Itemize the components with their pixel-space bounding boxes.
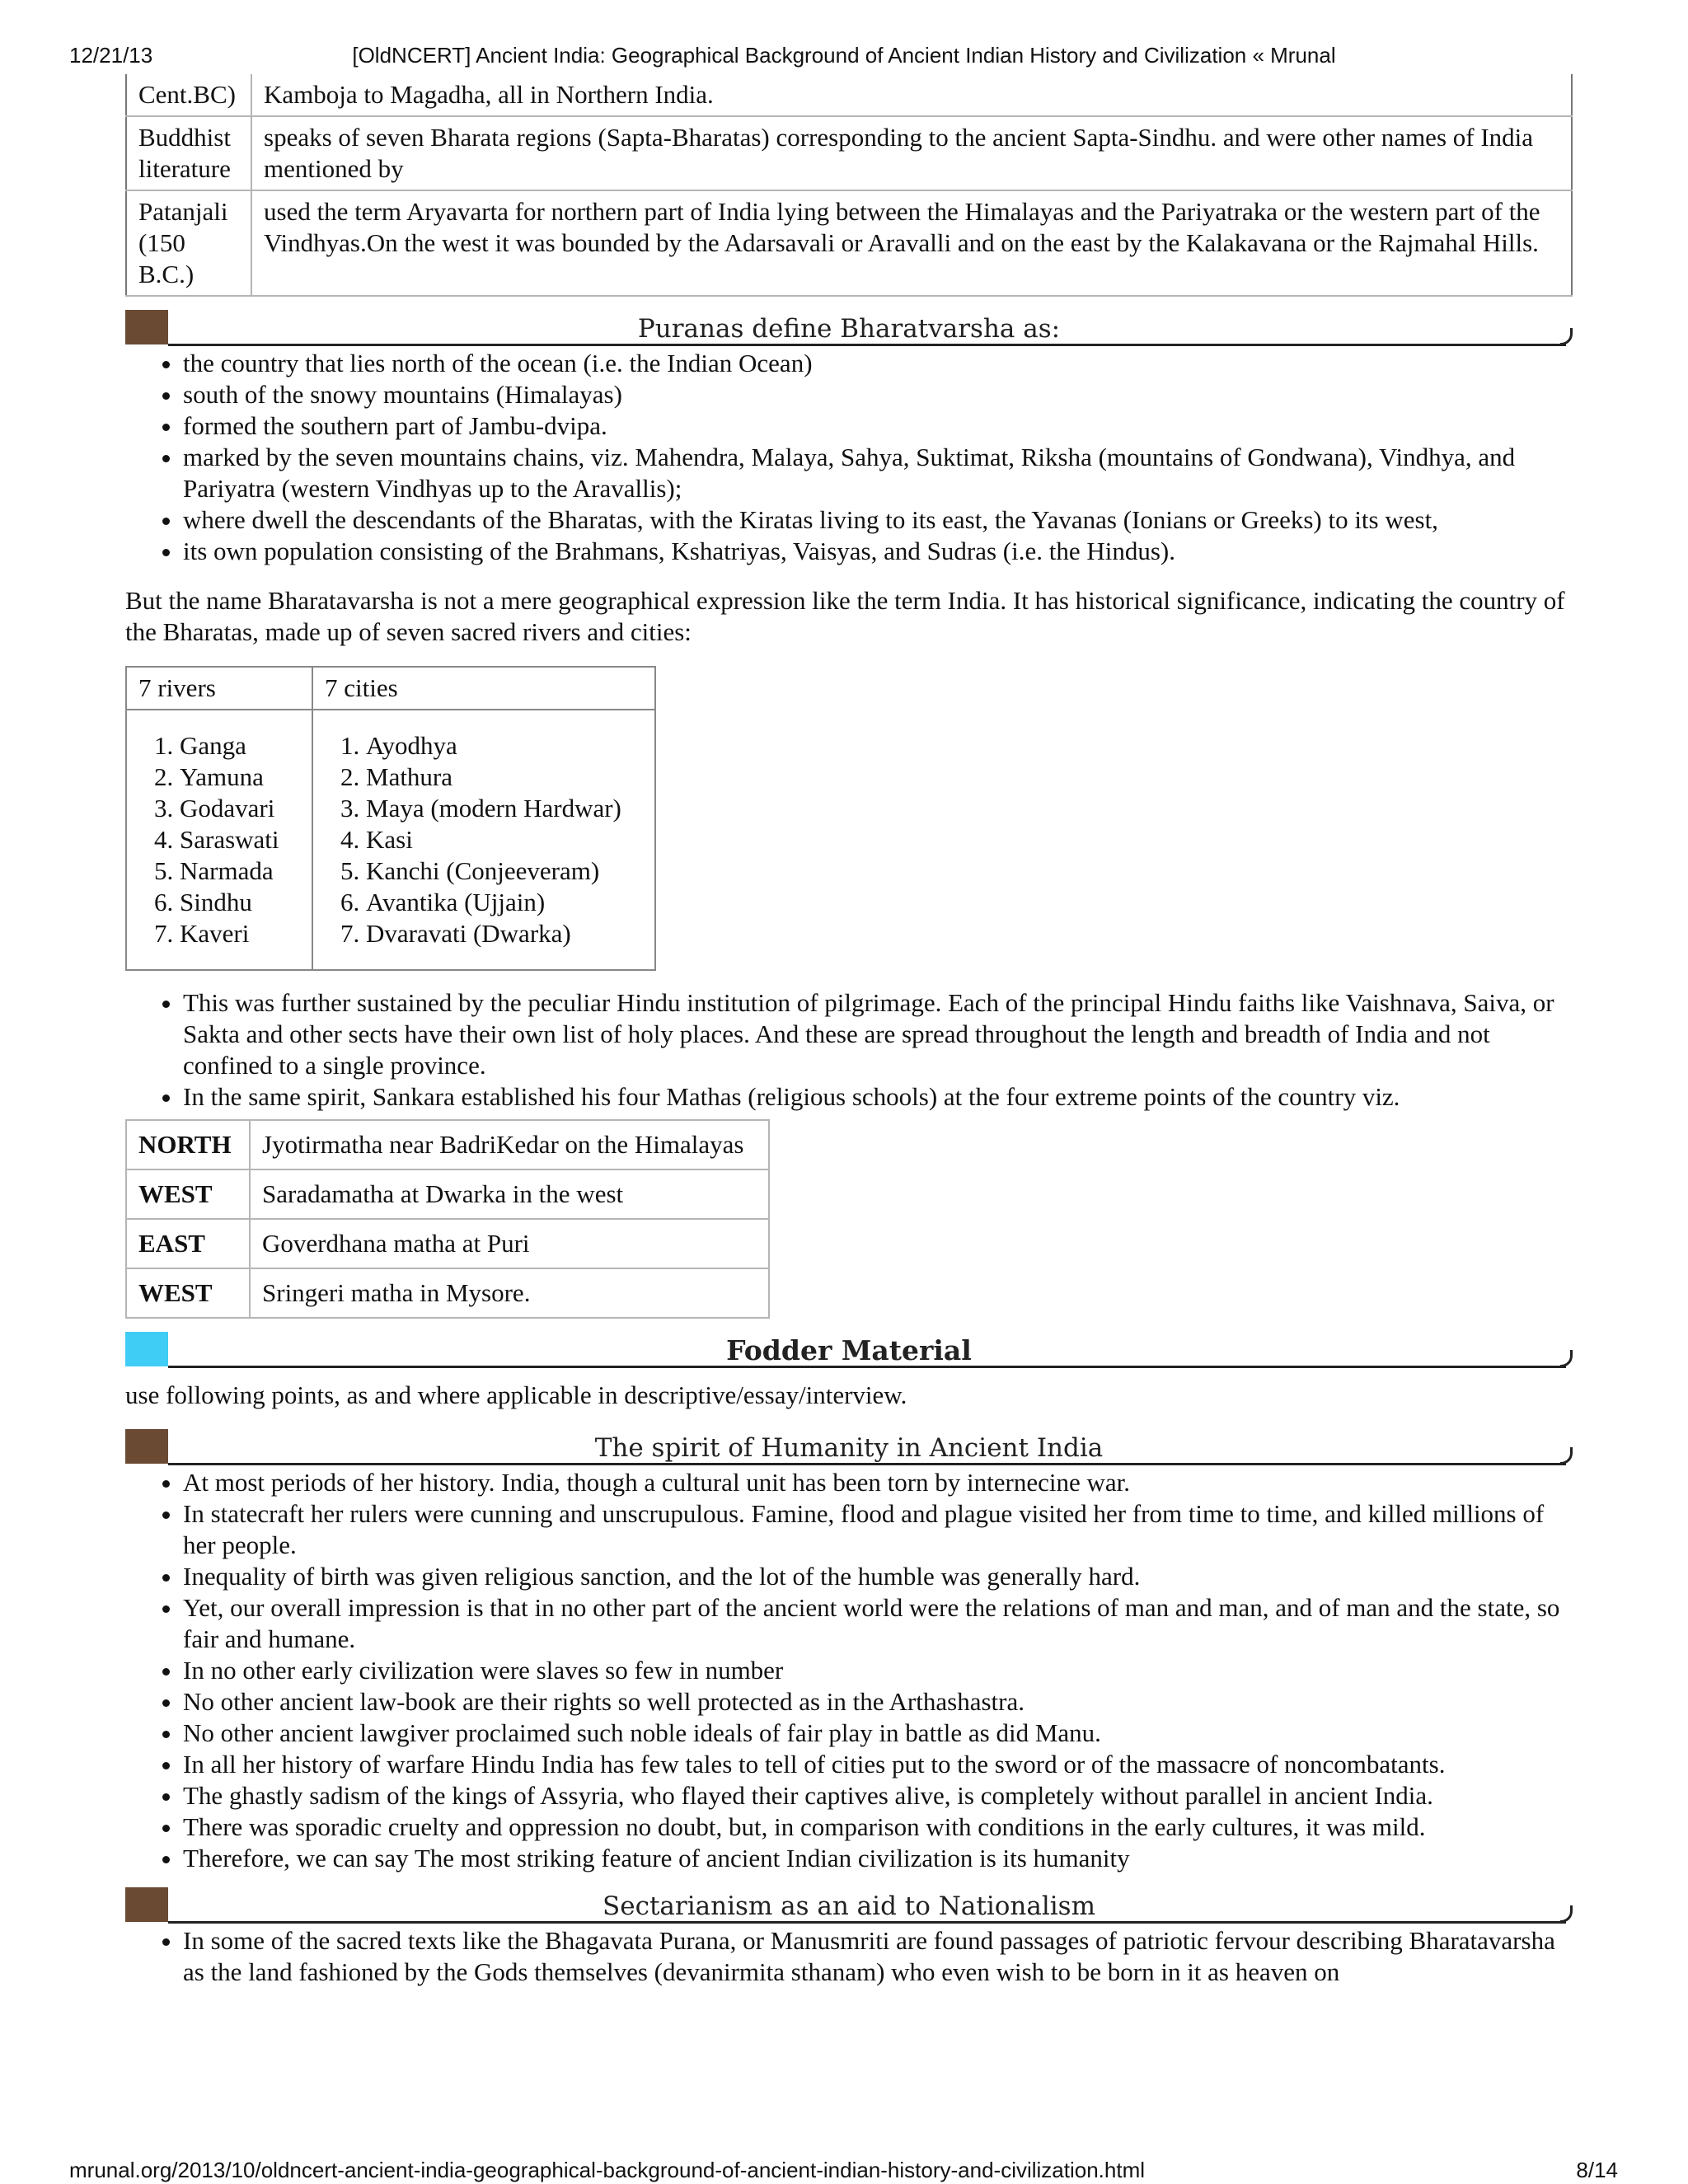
section-heading-fodder	[125, 1327, 1573, 1370]
city-item: 1. Ayodhya	[366, 730, 643, 762]
list-item: • where dwell the descendants of the Bharatas, with the Kiratas living to its east, the Yavanas (Ionians or Greeks) to its west,	[183, 504, 1573, 536]
table-row	[126, 116, 1572, 190]
definition-cell: Kamboja to Magadha, all in Northern India.	[251, 74, 1572, 116]
definition-cell: speaks of seven Bharata regions (Sapta-Bharatas) corresponding to the ancient Sapta-Sindhu. and were other names of India mentioned by	[251, 116, 1572, 190]
mathas-table	[125, 1119, 770, 1319]
list-item: • its own population consisting of the Brahmans, Kshatriyas, Vaisyas, and Sudras (i.e. the Hindus).	[183, 536, 1573, 567]
page-url: mrunal.org/2013/10/oldncert-ancient-india-geographical-background-of-ancient-indian-history-and-civilization.html	[69, 2158, 1146, 2182]
direction-cell: WEST	[126, 1169, 250, 1219]
list-item: • No other ancient law-book are their rights so well protected as in the Arthashastra.	[183, 1686, 1573, 1718]
list-item: • Yet, our overall impression is that in no other part of the ancient world were the relations of man and man, and of man and the state, so fair and humane.	[183, 1592, 1573, 1655]
list-item: • In some of the sacred texts like the Bhagavata Purana, or Manusmriti are found passages of patriotic fervour describing Bharatavarsha as the land fashioned by the Gods themselves (devanirmita sthanam) who even wish to be born in it as heaven on	[183, 1925, 1573, 1988]
list-item: • marked by the seven mountains chains, viz. Mahendra, Malaya, Sahya, Suktimat, Riksha (mountains of Gondwana), Vindhya, and Pariyatra (western Vindhyas up to the Aravallis);	[183, 442, 1573, 504]
cities-header: 7 cities	[312, 667, 655, 710]
direction-cell: EAST	[126, 1219, 250, 1268]
list-item: • The ghastly sadism of the kings of Assyria, who flayed their captives alive, is completely without parallel in ancient India.	[183, 1780, 1573, 1811]
pilgrimage-list	[125, 987, 1573, 1113]
table-header-row	[126, 667, 655, 710]
print-date: 12/21/13	[69, 43, 153, 68]
list-item: • At most periods of her history. India, though a cultural unit has been torn by internecine war.	[183, 1467, 1573, 1498]
city-item: 3. Maya (modern Hardwar)	[366, 793, 643, 824]
list-item: • the country that lies north of the ocean (i.e. the Indian Ocean)	[183, 348, 1573, 379]
rivers-list	[138, 730, 300, 949]
sectarianism-list	[125, 1925, 1573, 1988]
fodder-intro: use following points, as and where applicable in descriptive/essay/interview.	[125, 1380, 907, 1409]
section-heading-humanity	[125, 1424, 1573, 1467]
river-item: 4. Saraswati	[180, 824, 300, 855]
page-number: 8/14	[1576, 2158, 1618, 2182]
definition-cell: used the term Aryavarta for northern part of India lying between the Himalayas and the Pariyatraka or the western part of the Vindhyas.On the west it was bounded by the Adarsavali or Aravalli and on the east by the Kalakavana or the Rajmahal Hills.	[251, 190, 1572, 296]
article-content	[125, 74, 1573, 1988]
matha-cell: Goverdhana matha at Puri	[250, 1219, 769, 1268]
list-item: • In the same spirit, Sankara established his four Mathas (religious schools) at the four extreme points of the country viz.	[183, 1081, 1573, 1113]
matha-cell: Saradamatha at Dwarka in the west	[250, 1169, 769, 1219]
table-row	[126, 1219, 769, 1268]
river-item: 5. Narmada	[180, 855, 300, 887]
list-item: • In all her history of warfare Hindu India has few tales to tell of cities put to the sword or of the massacre of noncombatants.	[183, 1749, 1573, 1780]
table-row	[126, 74, 1572, 116]
source-cell: Buddhist literature	[126, 116, 251, 190]
matha-cell: Jyotirmatha near BadriKedar on the Himalayas	[250, 1120, 769, 1169]
list-item: • In statecraft her rulers were cunning and unscrupulous. Famine, flood and plague visited her from time to time, and killed millions of her people.	[183, 1498, 1573, 1561]
source-cell: Cent.BC)	[126, 74, 251, 116]
table-row	[126, 1120, 769, 1169]
section-title: The spirit of Humanity in Ancient India	[594, 1433, 1104, 1463]
print-header	[0, 43, 1688, 73]
cities-list	[325, 730, 643, 949]
source-cell: Patanjali (150 B.C.)	[126, 190, 251, 296]
list-item: • This was further sustained by the peculiar Hindu institution of pilgrimage. Each of the principal Hindu faiths like Vaishnava, Saiva, or Sakta and other sects have their own list of holy places. And these are spread throughout the length and breadth of India and not confined to a single province.	[183, 987, 1573, 1081]
river-item: 1. Ganga	[180, 730, 300, 762]
city-item: 6. Avantika (Ujjain)	[366, 887, 643, 918]
river-item: 7. Kaveri	[180, 918, 300, 949]
section-heading-puranas	[125, 305, 1573, 348]
table-row	[126, 1169, 769, 1219]
list-item: • formed the southern part of Jambu-dvipa.	[183, 410, 1573, 442]
river-item: 3. Godavari	[180, 793, 300, 824]
city-item: 4. Kasi	[366, 824, 643, 855]
rivers-cell	[126, 710, 312, 970]
list-item: • Therefore, we can say The most striking feature of ancient Indian civilization is its humanity	[183, 1843, 1573, 1874]
list-item: • In no other early civilization were slaves so few in number	[183, 1655, 1573, 1686]
table-row	[126, 190, 1572, 296]
section-heading-sectarianism	[125, 1882, 1573, 1925]
list-item: • There was sporadic cruelty and oppression no doubt, but, in comparison with conditions in the early cultures, it was mild.	[183, 1811, 1573, 1843]
list-item: • Inequality of birth was given religious sanction, and the lot of the humble was generally hard.	[183, 1561, 1573, 1592]
city-item: 5. Kanchi (Conjeeveram)	[366, 855, 643, 887]
direction-cell: NORTH	[126, 1120, 250, 1169]
section-title: Puranas define Bharatvarsha as:	[637, 314, 1061, 344]
rivers-header: 7 rivers	[126, 667, 312, 710]
bharatavarsha-paragraph: But the name Bharatavarsha is not a mere geographical expression like the term India. It has historical significance, indicating the country of the Bharatas, made up of seven sacred rivers and cities:	[125, 586, 1565, 646]
river-item: 2. Yamuna	[180, 762, 300, 793]
print-footer	[0, 2158, 1688, 2184]
matha-cell: Sringeri matha in Mysore.	[250, 1268, 769, 1318]
humanity-list	[125, 1467, 1573, 1874]
rivers-cities-table	[125, 666, 656, 971]
table-row	[126, 1268, 769, 1318]
table-row	[126, 710, 655, 970]
puranas-list	[125, 348, 1573, 567]
section-title: Fodder Material	[726, 1334, 972, 1366]
direction-cell: WEST	[126, 1268, 250, 1318]
list-item: • No other ancient lawgiver proclaimed such noble ideals of fair play in battle as did Manu.	[183, 1718, 1573, 1749]
list-item: • south of the snowy mountains (Himalayas)	[183, 379, 1573, 410]
definitions-table	[125, 74, 1573, 297]
section-title: Sectarianism as an aid to Nationalism	[603, 1891, 1095, 1921]
city-item: 2. Mathura	[366, 762, 643, 793]
cities-cell	[312, 710, 655, 970]
page-title: [OldNCERT] Ancient India: Geographical Background of Ancient Indian History and Civilization « Mrunal	[352, 43, 1336, 68]
city-item: 7. Dvaravati (Dwarka)	[366, 918, 643, 949]
river-item: 6. Sindhu	[180, 887, 300, 918]
